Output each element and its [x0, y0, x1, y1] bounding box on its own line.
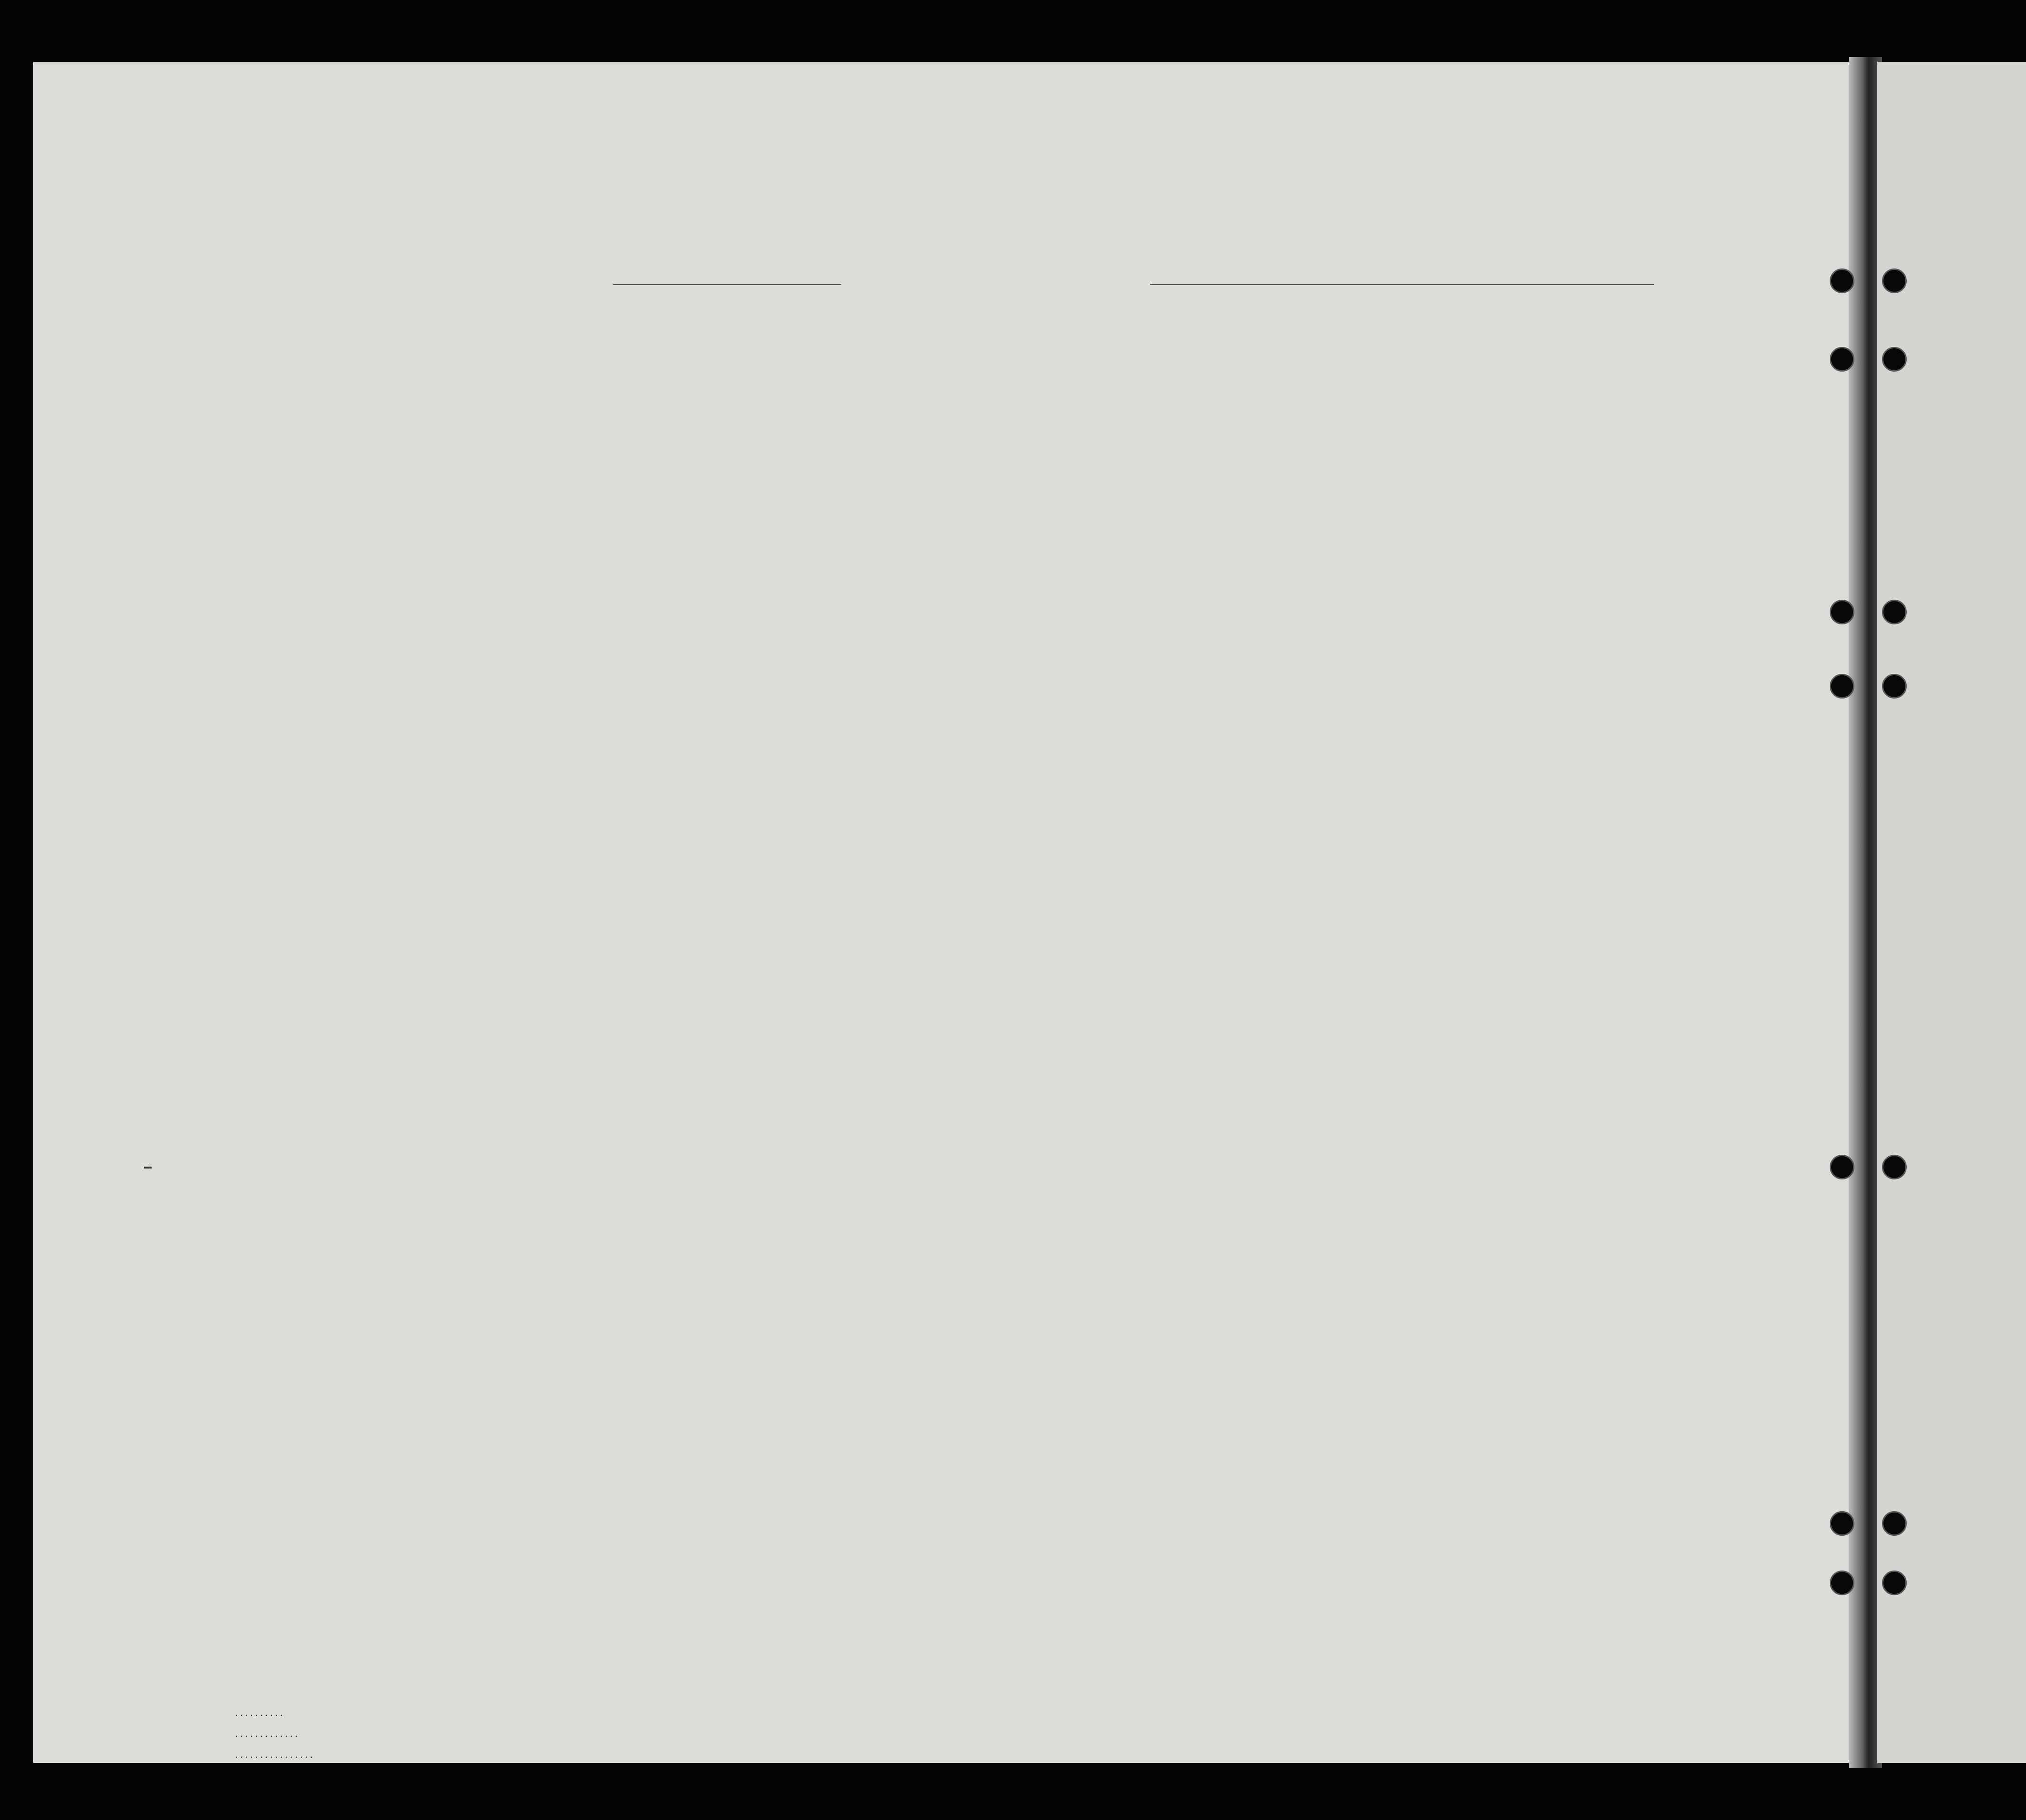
punch-hole: [1830, 1571, 1854, 1595]
totals-block: [235, 1707, 313, 1770]
usc-annotation: [144, 1167, 152, 1169]
sailing-line: [1150, 284, 1654, 285]
punch-hole: [1882, 347, 1907, 372]
facing-sheet: [1877, 62, 2026, 1763]
manifest-sheet: [33, 62, 1875, 1763]
punch-hole: [1882, 600, 1907, 624]
punch-hole: [1882, 1511, 1907, 1536]
us-citizens-row: . . . . . . . . . . . . .: [235, 1728, 298, 1739]
punch-hole: [1830, 1155, 1854, 1179]
punch-hole: [1882, 1155, 1907, 1179]
punch-hole: [1830, 600, 1854, 624]
punch-hole: [1830, 1511, 1854, 1536]
punch-hole: [1882, 1571, 1907, 1595]
ship-line: [613, 284, 841, 285]
aliens-row: . . . . . . . . . . . . . . . .: [235, 1749, 313, 1760]
punch-hole: [1830, 674, 1854, 699]
total-passengers-row: . . . . . . . . . .: [235, 1707, 283, 1718]
punch-hole: [1830, 347, 1854, 372]
punch-hole: [1830, 268, 1854, 293]
punch-hole: [1882, 674, 1907, 699]
punch-hole: [1882, 268, 1907, 293]
